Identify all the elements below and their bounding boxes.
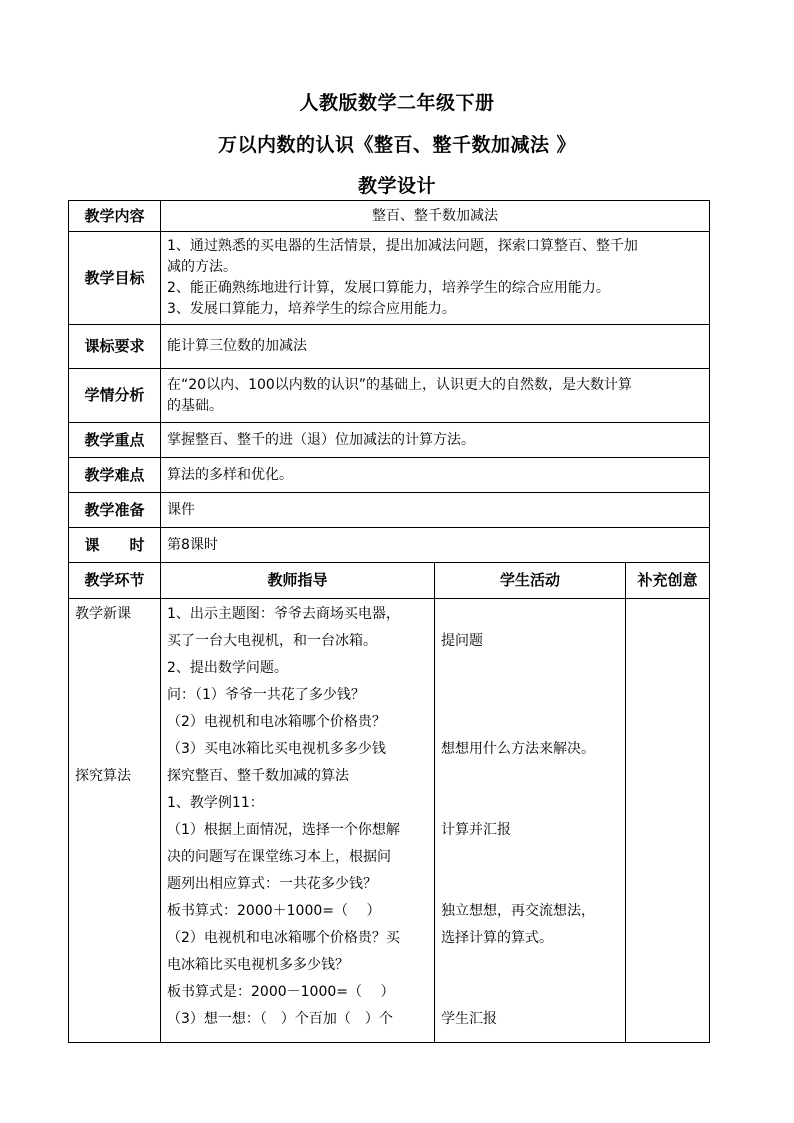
- teacher-line: （1）根据上面情况，选择一个你想解: [167, 822, 400, 838]
- teacher-line: 2、提出数学问题。: [167, 660, 288, 676]
- info-row-analysis: [69, 369, 710, 423]
- lesson-row: [69, 599, 710, 1043]
- analysis-line: 在“20以内、100以内数的认识”的基础上，认识更大的自然数，是大数计算: [167, 376, 633, 393]
- value-period: 第8课时: [161, 528, 710, 563]
- column-header-teacher: 教师指导: [161, 563, 435, 599]
- student-cell: [435, 599, 626, 1043]
- document-subtitle: 万以内数的认识《整百、整千数加减法 》: [217, 134, 577, 156]
- teacher-line: （2）电视机和电冰箱哪个价格贵？: [167, 714, 386, 730]
- label-analysis: 学情分析: [69, 369, 161, 423]
- info-row-content: [69, 201, 710, 232]
- teacher-line: 探究整百、整千数加减的算法: [167, 768, 349, 784]
- teacher-cell: [161, 599, 435, 1043]
- extra-cell: [626, 599, 710, 1043]
- document-heading: 教学设计: [357, 175, 436, 197]
- objective-line: 减的方法。: [167, 259, 237, 275]
- value-standards: 能计算三位数的加减法: [161, 325, 710, 369]
- info-row-period: [69, 528, 710, 563]
- objective-line: 3、发展口算能力，培养学生的综合应用能力。: [167, 301, 456, 317]
- info-row-difficulties: [69, 458, 710, 493]
- value-difficulties: 算法的多样和优化。: [161, 458, 710, 493]
- student-activity: 学生汇报: [441, 1011, 497, 1027]
- teacher-line: 题列出相应算式：一共花多少钱？: [167, 876, 377, 892]
- teacher-line: 板书算式是：2000－1000=（ ）: [167, 984, 395, 1000]
- value-content: 整百、整千数加减法: [161, 201, 710, 232]
- teacher-line: （3）想一想：（ ）个百加（ ）个: [167, 1011, 393, 1027]
- label-preparation: 教学准备: [69, 493, 161, 528]
- student-activity: 想想用什么方法来解决。: [441, 741, 595, 757]
- stage-label: 探究算法: [75, 768, 131, 784]
- student-activity: 独立想想，再交流想法，: [441, 903, 595, 919]
- column-header-student: 学生活动: [435, 563, 626, 599]
- column-header-stage: 教学环节: [69, 563, 161, 599]
- teacher-line: 买了一台大电视机，和一台冰箱。: [167, 633, 377, 649]
- student-activity: 提问题: [441, 633, 483, 649]
- teacher-line: 问：（1）爷爷一共花了多少钱？: [167, 687, 365, 703]
- analysis-line: 的基础。: [167, 397, 223, 414]
- student-activity: 选择计算的算式。: [441, 930, 553, 946]
- value-keypoints: 掌握整百、整千的进（退）位加减法的计算方法。: [161, 423, 710, 458]
- teacher-line: 板书算式：2000＋1000=（ ）: [167, 903, 381, 919]
- stage-label: 教学新课: [75, 606, 131, 622]
- info-row-keypoints: [69, 423, 710, 458]
- label-difficulties: 教学难点: [69, 458, 161, 493]
- label-period: 课 时: [69, 528, 161, 563]
- student-activity: 计算并汇报: [441, 822, 511, 838]
- teacher-line: 1、出示主题图：爷爷去商场买电器，: [167, 606, 400, 622]
- objective-line: 1、通过熟悉的买电器的生活情景，提出加减法问题，探索口算整百、整千加: [167, 238, 638, 254]
- teacher-line: 决的问题写在课堂练习本上，根据问: [167, 849, 391, 865]
- column-header-extra: 补充创意: [626, 563, 710, 599]
- info-row-standards: [69, 325, 710, 369]
- value-preparation: 课件: [161, 493, 710, 528]
- teacher-line: （2）电视机和电冰箱哪个价格贵？买: [167, 930, 400, 946]
- value-analysis: [161, 369, 710, 423]
- info-row-preparation: [69, 493, 710, 528]
- label-objectives: 教学目标: [69, 232, 161, 325]
- label-content: 教学内容: [69, 201, 161, 232]
- document-title: 人教版数学二年级下册: [299, 92, 495, 114]
- label-standards: 课标要求: [69, 325, 161, 369]
- label-keypoints: 教学重点: [69, 423, 161, 458]
- lesson-plan-table: [68, 200, 710, 1043]
- stage-cell: [69, 599, 161, 1043]
- teacher-line: 1、教学例11：: [167, 795, 264, 811]
- teacher-line: （3）买电冰箱比买电视机多多少钱: [167, 741, 386, 757]
- teacher-line: 电冰箱比买电视机多多少钱？: [167, 957, 349, 973]
- info-row-objectives: [69, 232, 710, 325]
- objective-line: 2、能正确熟练地进行计算，发展口算能力，培养学生的综合应用能力。: [167, 280, 610, 296]
- column-header-row: [69, 563, 710, 599]
- value-objectives: [161, 232, 710, 325]
